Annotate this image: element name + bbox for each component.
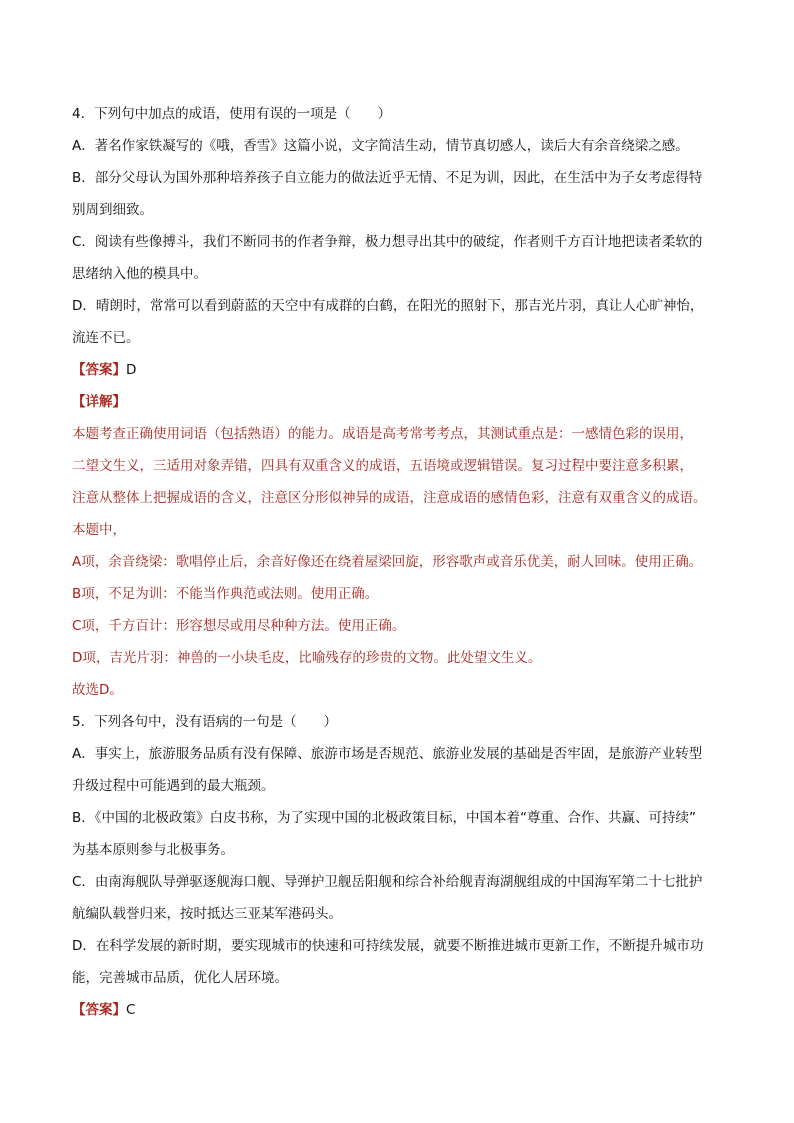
question-4-option-c-line-2: 思绪纳入他的模具中。 — [72, 266, 207, 282]
question-5-option-d-line-2: 能，完善城市品质，优化人居环境。 — [72, 970, 288, 986]
explanation-conclusion: 故选D。 — [72, 682, 123, 698]
question-4-option-d-line-2: 流连不已。 — [72, 330, 140, 346]
question-4-option-b-line-2: 别周到细致。 — [72, 202, 153, 218]
document-page — [72, 98, 732, 1026]
answer-value: D — [126, 362, 137, 378]
question-5-option-a-line-2: 升级过程中可能遇到的最大瓶颈。 — [72, 778, 275, 794]
question-4-option-b-line-1: B．部分父母认为国外那种培养孩子自立能力的做法近乎无情、不足为训，因此，在生活中为子女考虑得特 — [72, 170, 703, 186]
answer-tag: 【答案】 — [72, 362, 126, 378]
question-4-option-c-line-1: C．阅读有些像搏斗，我们不断同书的作者争辩，极力想寻出其中的破绽，作者则千方百计地把读者柔软的 — [72, 234, 703, 250]
question-5-answer — [72, 994, 732, 1026]
question-5-stem: 5．下列各句中，没有语病的一句是（ ） — [72, 714, 338, 730]
question-4-option-d-line-1: D．晴朗时，常常可以看到蔚蓝的天空中有成群的白鹤，在阳光的照射下，那吉光片羽，真让人心旷神怡， — [72, 298, 704, 314]
explanation-option-b: B项，不足为训：不能当作典范或法则。使用正确。 — [72, 586, 379, 602]
question-4-stem: 4．下列句中加点的成语，使用有误的一项是（ ） — [72, 106, 392, 122]
explanation-line-3: 注意从整体上把握成语的含义，注意区分形似神异的成语，注意成语的感情色彩，注意有双重含义的成语。 — [72, 490, 707, 506]
question-4-option-a: A．著名作家铁凝写的《哦，香雪》这篇小说，文字简洁生动，情节真切感人，读后大有余音绕梁之感。 — [72, 138, 689, 154]
question-5-option-c-line-2: 航编队载誉归来，按时抵达三亚某军港码头。 — [72, 906, 342, 922]
explanation-option-c: C项，千方百计：形容想尽或用尽种种方法。使用正确。 — [72, 618, 406, 634]
explanation-option-a: A项，余音绕梁：歌唱停止后，余音好像还在绕着屋梁回旋，形容歌声或音乐优美，耐人回味。使用正确。 — [72, 554, 703, 570]
question-5-option-b-line-2: 为基本原则参与北极事务。 — [72, 842, 234, 858]
question-4-answer — [72, 354, 732, 386]
question-4-detail-tag: 【详解】 — [72, 394, 126, 410]
question-5-option-d-line-1: D．在科学发展的新时期，要实现城市的快速和可持续发展，就要不断推进城市更新工作，不断提升城市功 — [72, 938, 704, 954]
explanation-line-4: 本题中， — [72, 522, 126, 538]
explanation-line-1: 本题考查正确使用词语（包括熟语）的能力。成语是高考常考考点，其测试重点是：一感情色彩的误用， — [72, 426, 693, 442]
answer-tag: 【答案】 — [72, 1002, 126, 1018]
question-5-option-c-line-1: C．由南海舰队导弹驱逐舰海口舰、导弹护卫舰岳阳舰和综合补给舰青海湖舰组成的中国海军第二十七批护 — [72, 874, 703, 890]
question-5-option-a-line-1: A．事实上，旅游服务品质有没有保障、旅游市场是否规范、旅游业发展的基础是否牢固，是旅游产业转型 — [72, 746, 703, 762]
explanation-line-2: 二望文生义，三适用对象弄错，四具有双重含义的成语，五语境或逻辑错误。复习过程中要注意多积累， — [72, 458, 693, 474]
answer-value: C — [126, 1002, 136, 1018]
explanation-option-d: D项，吉光片羽：神兽的一小块毛皮，比喻残存的珍贵的文物。此处望文生义。 — [72, 650, 542, 666]
question-5-option-b-line-1: B．《中国的北极政策》白皮书称，为了实现中国的北极政策目标，中国本着“尊重、合作、共赢、可持续” — [72, 810, 696, 826]
